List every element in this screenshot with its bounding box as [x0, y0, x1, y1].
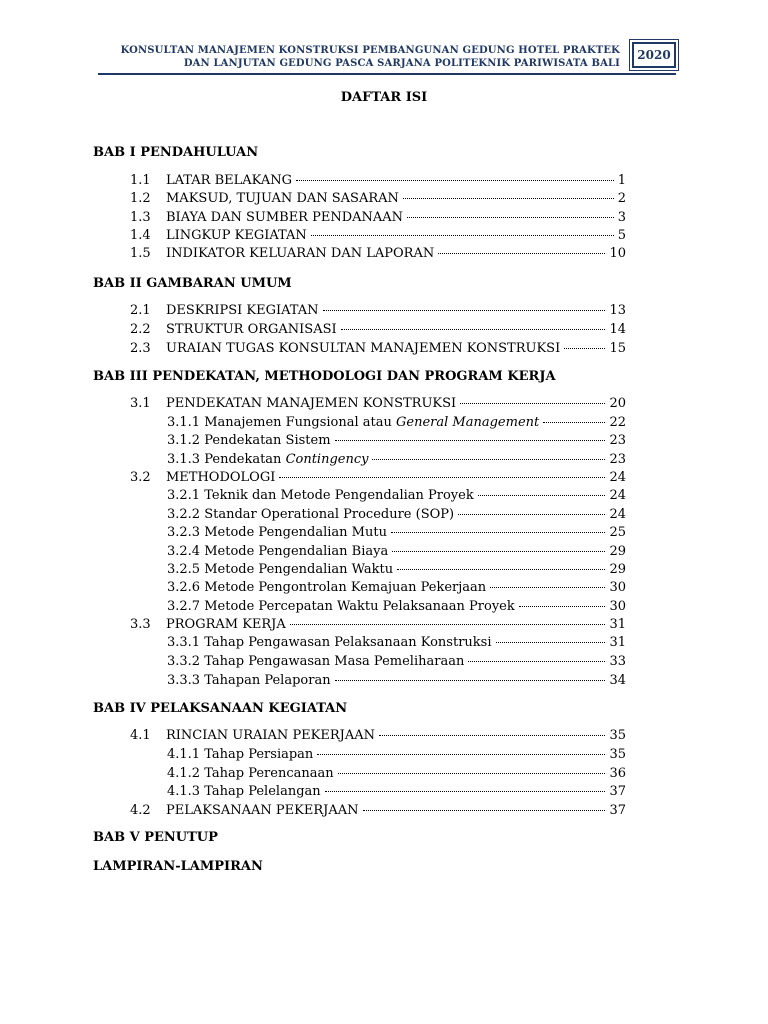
- toc-entry: [130, 302, 626, 320]
- toc-entry-label: 3.1.3 Pendekatan Contingency: [167, 452, 369, 467]
- header-divider: [98, 73, 676, 75]
- dot-leader: [338, 773, 606, 774]
- toc-entry-label: 4.1.1 Tahap Persiapan: [167, 747, 314, 762]
- toc-entry-page-number: 22: [609, 415, 626, 430]
- toc-entry: [130, 321, 626, 339]
- toc-entry: [130, 672, 626, 690]
- toc-entry: [130, 506, 626, 524]
- toc-entry-label: 3.1.1 Manajemen Fungsional atau General Management: [167, 415, 540, 430]
- toc-entry-label: PELAKSANAAN PEKERJAAN: [166, 803, 359, 818]
- toc-entry-label: 3.3.2 Tahap Pengawasan Masa Pemeliharaan: [167, 654, 465, 669]
- page-title: DAFTAR ISI: [340, 90, 428, 105]
- dot-leader: [438, 253, 605, 254]
- toc-entry-label: INDIKATOR KELUARAN DAN LAPORAN: [166, 246, 435, 261]
- header-line-2: DAN LANJUTAN GEDUNG PASCA SARJANA POLITEKNIK PARIWISATA BALI: [183, 58, 620, 69]
- chapter-heading: BAB III PENDEKATAN, METHODOLOGI DAN PROGRAM KERJA: [93, 369, 556, 384]
- toc-entry: [130, 227, 626, 245]
- toc-entry-number: 4.2: [130, 803, 151, 818]
- toc-entry-page-number: 2: [617, 191, 626, 206]
- dot-leader: [335, 440, 606, 441]
- toc-entry-label: 4.1.2 Tahap Perencanaan: [167, 766, 334, 781]
- toc-entry: [130, 746, 626, 764]
- toc-entry: [130, 487, 626, 505]
- toc-entry: [130, 783, 626, 801]
- toc-entry-page-number: 13: [609, 303, 626, 318]
- dot-leader: [543, 422, 605, 423]
- toc-entry: [130, 561, 626, 579]
- toc-entry: [130, 802, 626, 820]
- toc-entry-label: 3.1.2 Pendekatan Sistem: [167, 433, 331, 448]
- toc-entry-number: 2.3: [130, 341, 151, 356]
- dot-leader: [311, 235, 614, 236]
- toc-entry: [130, 451, 626, 469]
- year-badge: 2020: [632, 42, 676, 68]
- toc-entry-number: 2.1: [130, 303, 151, 318]
- toc-entry-label: 3.2.6 Metode Pengontrolan Kemajuan Pekerjaan: [167, 580, 487, 595]
- toc-entry-page-number: 15: [609, 341, 626, 356]
- toc-entry-label: LINGKUP KEGIATAN: [166, 228, 307, 243]
- document-header: [98, 42, 676, 76]
- toc-entry-page-number: 1: [617, 173, 626, 188]
- toc-entry-page-number: 25: [609, 525, 626, 540]
- toc-entry: [130, 190, 626, 208]
- dot-leader: [363, 810, 606, 811]
- toc-entry: [130, 395, 626, 413]
- toc-entry-page-number: 30: [609, 580, 626, 595]
- toc-entry-page-number: 29: [609, 562, 626, 577]
- toc-entry-label: 4.1.3 Tahap Pelelangan: [167, 784, 321, 799]
- toc-entry: [130, 579, 626, 597]
- toc-entry: [130, 432, 626, 450]
- toc-entry-page-number: 33: [609, 654, 626, 669]
- chapter-heading: BAB I PENDAHULUAN: [93, 145, 259, 160]
- chapter-heading: BAB V PENUTUP: [93, 830, 218, 845]
- dot-leader: [296, 180, 614, 181]
- dot-leader: [496, 642, 606, 643]
- toc-entry-page-number: 37: [609, 784, 626, 799]
- toc-entry-label: URAIAN TUGAS KONSULTAN MANAJEMEN KONSTRUKSI: [166, 341, 561, 356]
- dot-leader: [372, 459, 605, 460]
- toc-entry: [130, 209, 626, 227]
- toc-entry-number: 1.4: [130, 228, 151, 243]
- toc-entry-number: 4.1: [130, 728, 151, 743]
- toc-entry-page-number: 35: [609, 747, 626, 762]
- toc-entry: [130, 245, 626, 263]
- toc-entry-page-number: 5: [617, 228, 626, 243]
- toc-entry: [130, 598, 626, 616]
- toc-entry-page-number: 24: [609, 470, 626, 485]
- dot-leader: [468, 661, 605, 662]
- toc-entry-label: 3.2.2 Standar Operational Procedure (SOP): [167, 507, 455, 522]
- dot-leader: [407, 217, 614, 218]
- dot-leader: [391, 532, 606, 533]
- header-title: [121, 44, 620, 70]
- toc-entry-label: DESKRIPSI KEGIATAN: [166, 303, 319, 318]
- dot-leader: [490, 587, 605, 588]
- toc-entry: [130, 172, 626, 190]
- dot-leader: [397, 569, 605, 570]
- toc-entry-label: STRUKTUR ORGANISASI: [166, 322, 337, 337]
- toc-entry-page-number: 24: [609, 507, 626, 522]
- toc-entry-number: 1.3: [130, 210, 151, 225]
- dot-leader: [335, 680, 606, 681]
- dot-leader: [279, 477, 605, 478]
- toc-entry-page-number: 30: [609, 599, 626, 614]
- toc-entry-label: PROGRAM KERJA: [166, 617, 286, 632]
- toc-entry-label: MAKSUD, TUJUAN DAN SASARAN: [166, 191, 399, 206]
- toc-entry-italic-term: General Management: [396, 415, 540, 430]
- toc-entry-label: BIAYA DAN SUMBER PENDANAAN: [166, 210, 404, 225]
- toc-entry-label: RINCIAN URAIAN PEKERJAAN: [166, 728, 376, 743]
- toc-entry-page-number: 23: [609, 433, 626, 448]
- toc-entry-page-number: 31: [609, 617, 626, 632]
- toc-entry-label: PENDEKATAN MANAJEMEN KONSTRUKSI: [166, 396, 457, 411]
- dot-leader: [458, 514, 605, 515]
- toc-entry: [130, 469, 626, 487]
- toc-entry: [130, 524, 626, 542]
- toc-entry-label: 3.2.1 Teknik dan Metode Pengendalian Proyek: [167, 488, 474, 503]
- toc-entry-page-number: 35: [609, 728, 626, 743]
- toc-entry-number: 3.2: [130, 470, 151, 485]
- toc-entry-page-number: 23: [609, 452, 626, 467]
- toc-entry: [130, 414, 626, 432]
- toc-entry-label: 3.2.4 Metode Pengendalian Biaya: [167, 544, 389, 559]
- dot-leader: [403, 198, 614, 199]
- toc-entry: [130, 340, 626, 358]
- toc-entry-page-number: 14: [609, 322, 626, 337]
- toc-entry-page-number: 24: [609, 488, 626, 503]
- toc-entry: [130, 543, 626, 561]
- toc-entry-number: 1.5: [130, 246, 151, 261]
- toc-entry-number: 3.3: [130, 617, 151, 632]
- toc-entry: [130, 765, 626, 783]
- dot-leader: [519, 606, 606, 607]
- toc-entry-number: 2.2: [130, 322, 151, 337]
- chapter-heading: BAB IV PELAKSANAAN KEGIATAN: [93, 701, 348, 716]
- dot-leader: [290, 624, 606, 625]
- toc-entry-label: 3.2.7 Metode Percepatan Waktu Pelaksanaan Proyek: [167, 599, 515, 614]
- toc-entry-label: LATAR BELAKANG: [166, 173, 292, 188]
- dot-leader: [317, 754, 605, 755]
- toc-entry-page-number: 10: [609, 246, 626, 261]
- header-line-1: KONSULTAN MANAJEMEN KONSTRUKSI PEMBANGUNAN GEDUNG HOTEL PRAKTEK: [120, 45, 620, 56]
- toc-entry-page-number: 31: [609, 635, 626, 650]
- dot-leader: [392, 551, 605, 552]
- toc-entry-page-number: 37: [609, 803, 626, 818]
- toc-entry: [130, 727, 626, 745]
- toc-entry-number: 1.2: [130, 191, 151, 206]
- toc-entry-page-number: 34: [609, 673, 626, 688]
- dot-leader: [478, 495, 606, 496]
- toc-entry-italic-term: Contingency: [285, 452, 369, 467]
- toc-entry-label: 3.2.5 Metode Pengendalian Waktu: [167, 562, 394, 577]
- toc-entry-number: 3.1: [130, 396, 151, 411]
- toc-entry-label: 3.3.3 Tahapan Pelaporan: [167, 673, 331, 688]
- toc-entry-page-number: 3: [617, 210, 626, 225]
- toc-entry-label: 3.2.3 Metode Pengendalian Mutu: [167, 525, 387, 540]
- dot-leader: [325, 791, 606, 792]
- toc-entry-label: 3.3.1 Tahap Pengawasan Pelaksanaan Konstruksi: [167, 635, 492, 650]
- dot-leader: [564, 348, 605, 349]
- dot-leader: [341, 329, 606, 330]
- chapter-heading: BAB II GAMBARAN UMUM: [93, 276, 292, 291]
- toc-entry-label: METHODOLOGI: [166, 470, 276, 485]
- toc-entry-page-number: 20: [609, 396, 626, 411]
- toc-entry: [130, 653, 626, 671]
- toc-entry: [130, 616, 626, 634]
- chapter-heading: LAMPIRAN-LAMPIRAN: [93, 859, 263, 874]
- toc-entry-page-number: 36: [609, 766, 626, 781]
- toc-entry-page-number: 29: [609, 544, 626, 559]
- dot-leader: [323, 310, 606, 311]
- dot-leader: [460, 403, 605, 404]
- toc-entry: [130, 634, 626, 652]
- toc-entry-number: 1.1: [130, 173, 151, 188]
- dot-leader: [379, 735, 605, 736]
